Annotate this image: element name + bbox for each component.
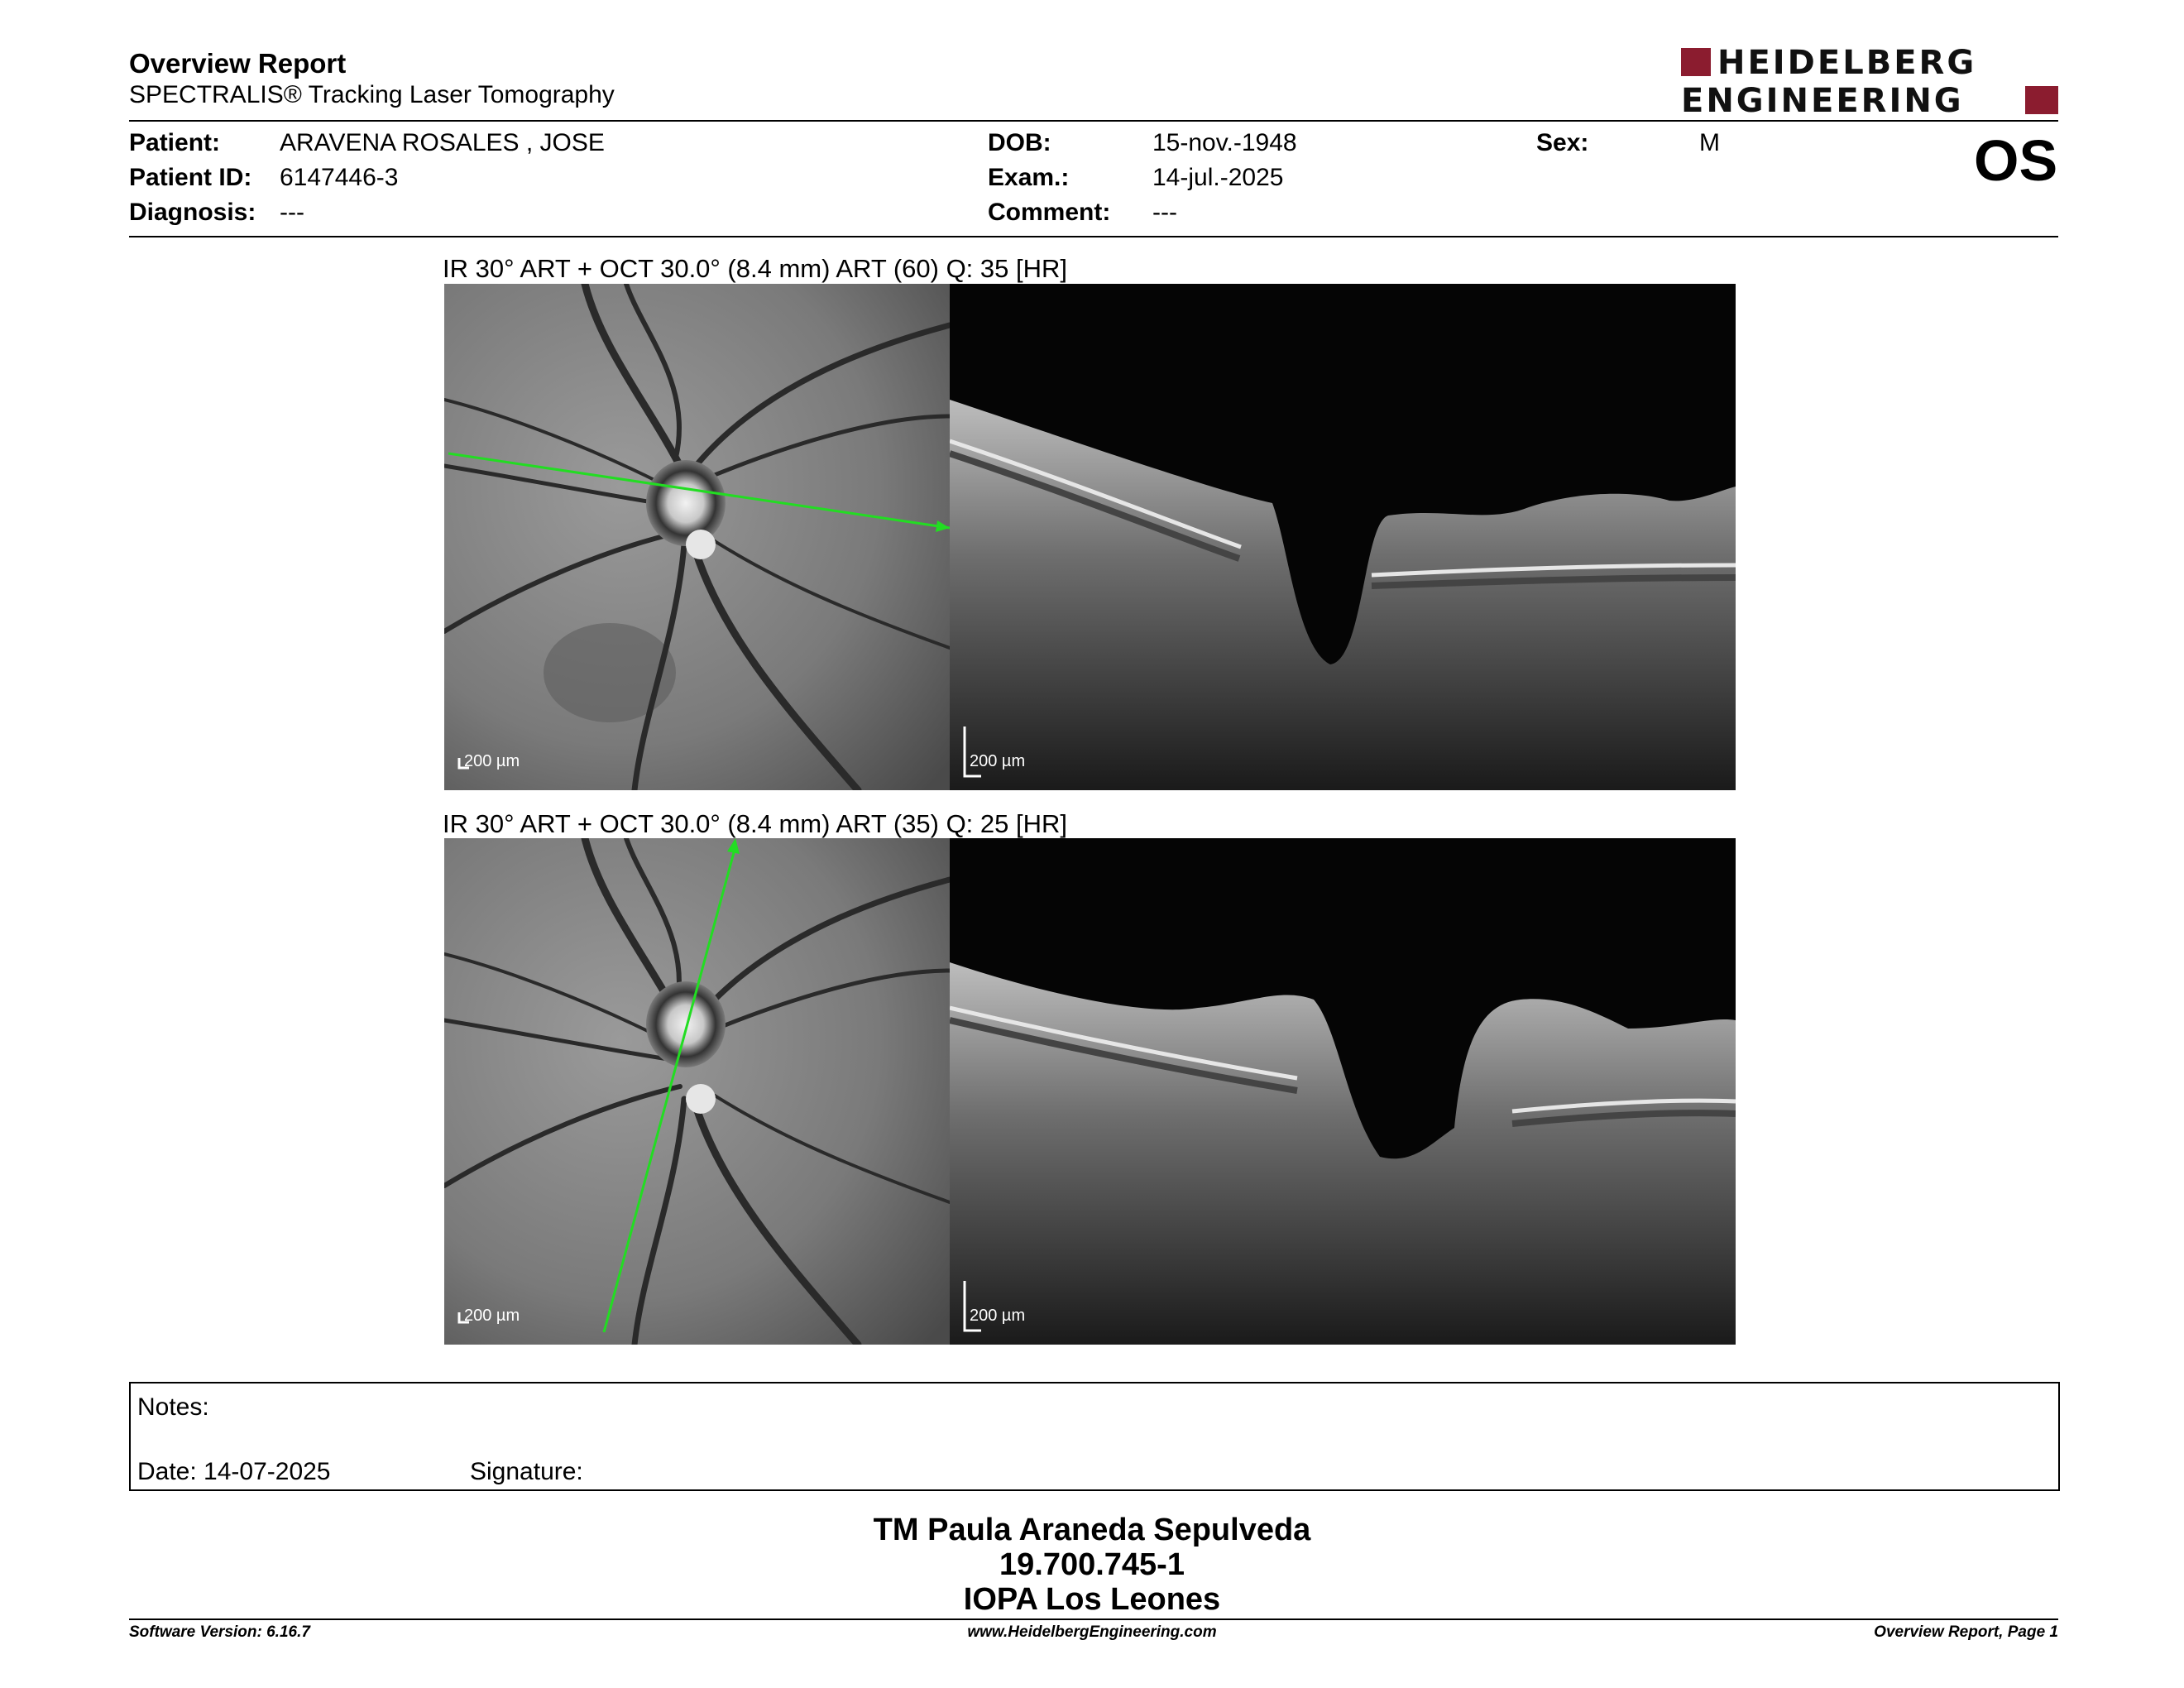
patient-id: 6147446-3 [280,164,399,191]
eye-indicator: OS [1974,128,2058,193]
logo-square-bottom [2025,86,2058,114]
scan-caption: IR 30° ART + OCT 30.0° (8.4 mm) ART (60) Q: 35 [HR] [443,254,1068,283]
scan-caption: IR 30° ART + OCT 30.0° (8.4 mm) ART (35) Q: 25 [HR] [443,809,1068,838]
report-title: Overview Report [129,48,347,79]
fundus-image [444,284,950,790]
header-divider [129,120,2058,122]
notes-box [129,1382,2060,1491]
signatory-name: TM Paula Araneda Sepulveda [873,1513,1311,1547]
dob-value: 15-nov.-1948 [1152,129,1297,156]
diagnosis-label: Diagnosis: [129,199,256,226]
logo-line2: ENGINEERING [1681,82,1964,120]
report-subtitle: SPECTRALIS® Tracking Laser Tomography [129,81,615,108]
logo-line1: HEIDELBERG [1717,44,1977,82]
fundus-image [444,838,950,1345]
sex-value: M [1699,129,1720,156]
fundus-scale-label: 200 µm [464,1307,520,1325]
signature-label: Signature: [470,1458,583,1485]
fundus-scale-label: 200 µm [464,752,520,770]
dob-label: DOB: [988,129,1051,156]
signatory-id: 19.700.745-1 [999,1547,1185,1582]
patient-label: Patient: [129,129,221,156]
page-indicator: Overview Report, Page 1 [1874,1623,2058,1641]
oct-scale-label: 200 µm [970,752,1026,770]
comment-label: Comment: [988,199,1111,226]
oct-scale-label: 200 µm [970,1307,1026,1325]
exam-date: 14-jul.-2025 [1152,164,1284,191]
oct-bscan-image [950,838,1736,1345]
oct-bscan-image [950,284,1736,790]
diagnosis-value: --- [280,199,304,226]
signatory-institution: IOPA Los Leones [963,1582,1221,1617]
patient-name: ARAVENA ROSALES , JOSE [280,129,605,156]
notes-date: Date: 14-07-2025 [137,1458,331,1485]
patient-divider [129,236,2058,237]
comment-value: --- [1152,199,1177,226]
sex-label: Sex: [1536,129,1589,156]
website-link[interactable]: www.HeidelbergEngineering.com [967,1623,1217,1641]
logo-square-top [1681,48,1711,76]
heidelberg-logo [1681,44,2058,120]
exam-label: Exam.: [988,164,1070,191]
software-version: Software Version: 6.16.7 [129,1623,310,1641]
notes-label: Notes: [137,1393,209,1421]
footer-divider [129,1618,2058,1620]
patient-id-label: Patient ID: [129,164,252,191]
